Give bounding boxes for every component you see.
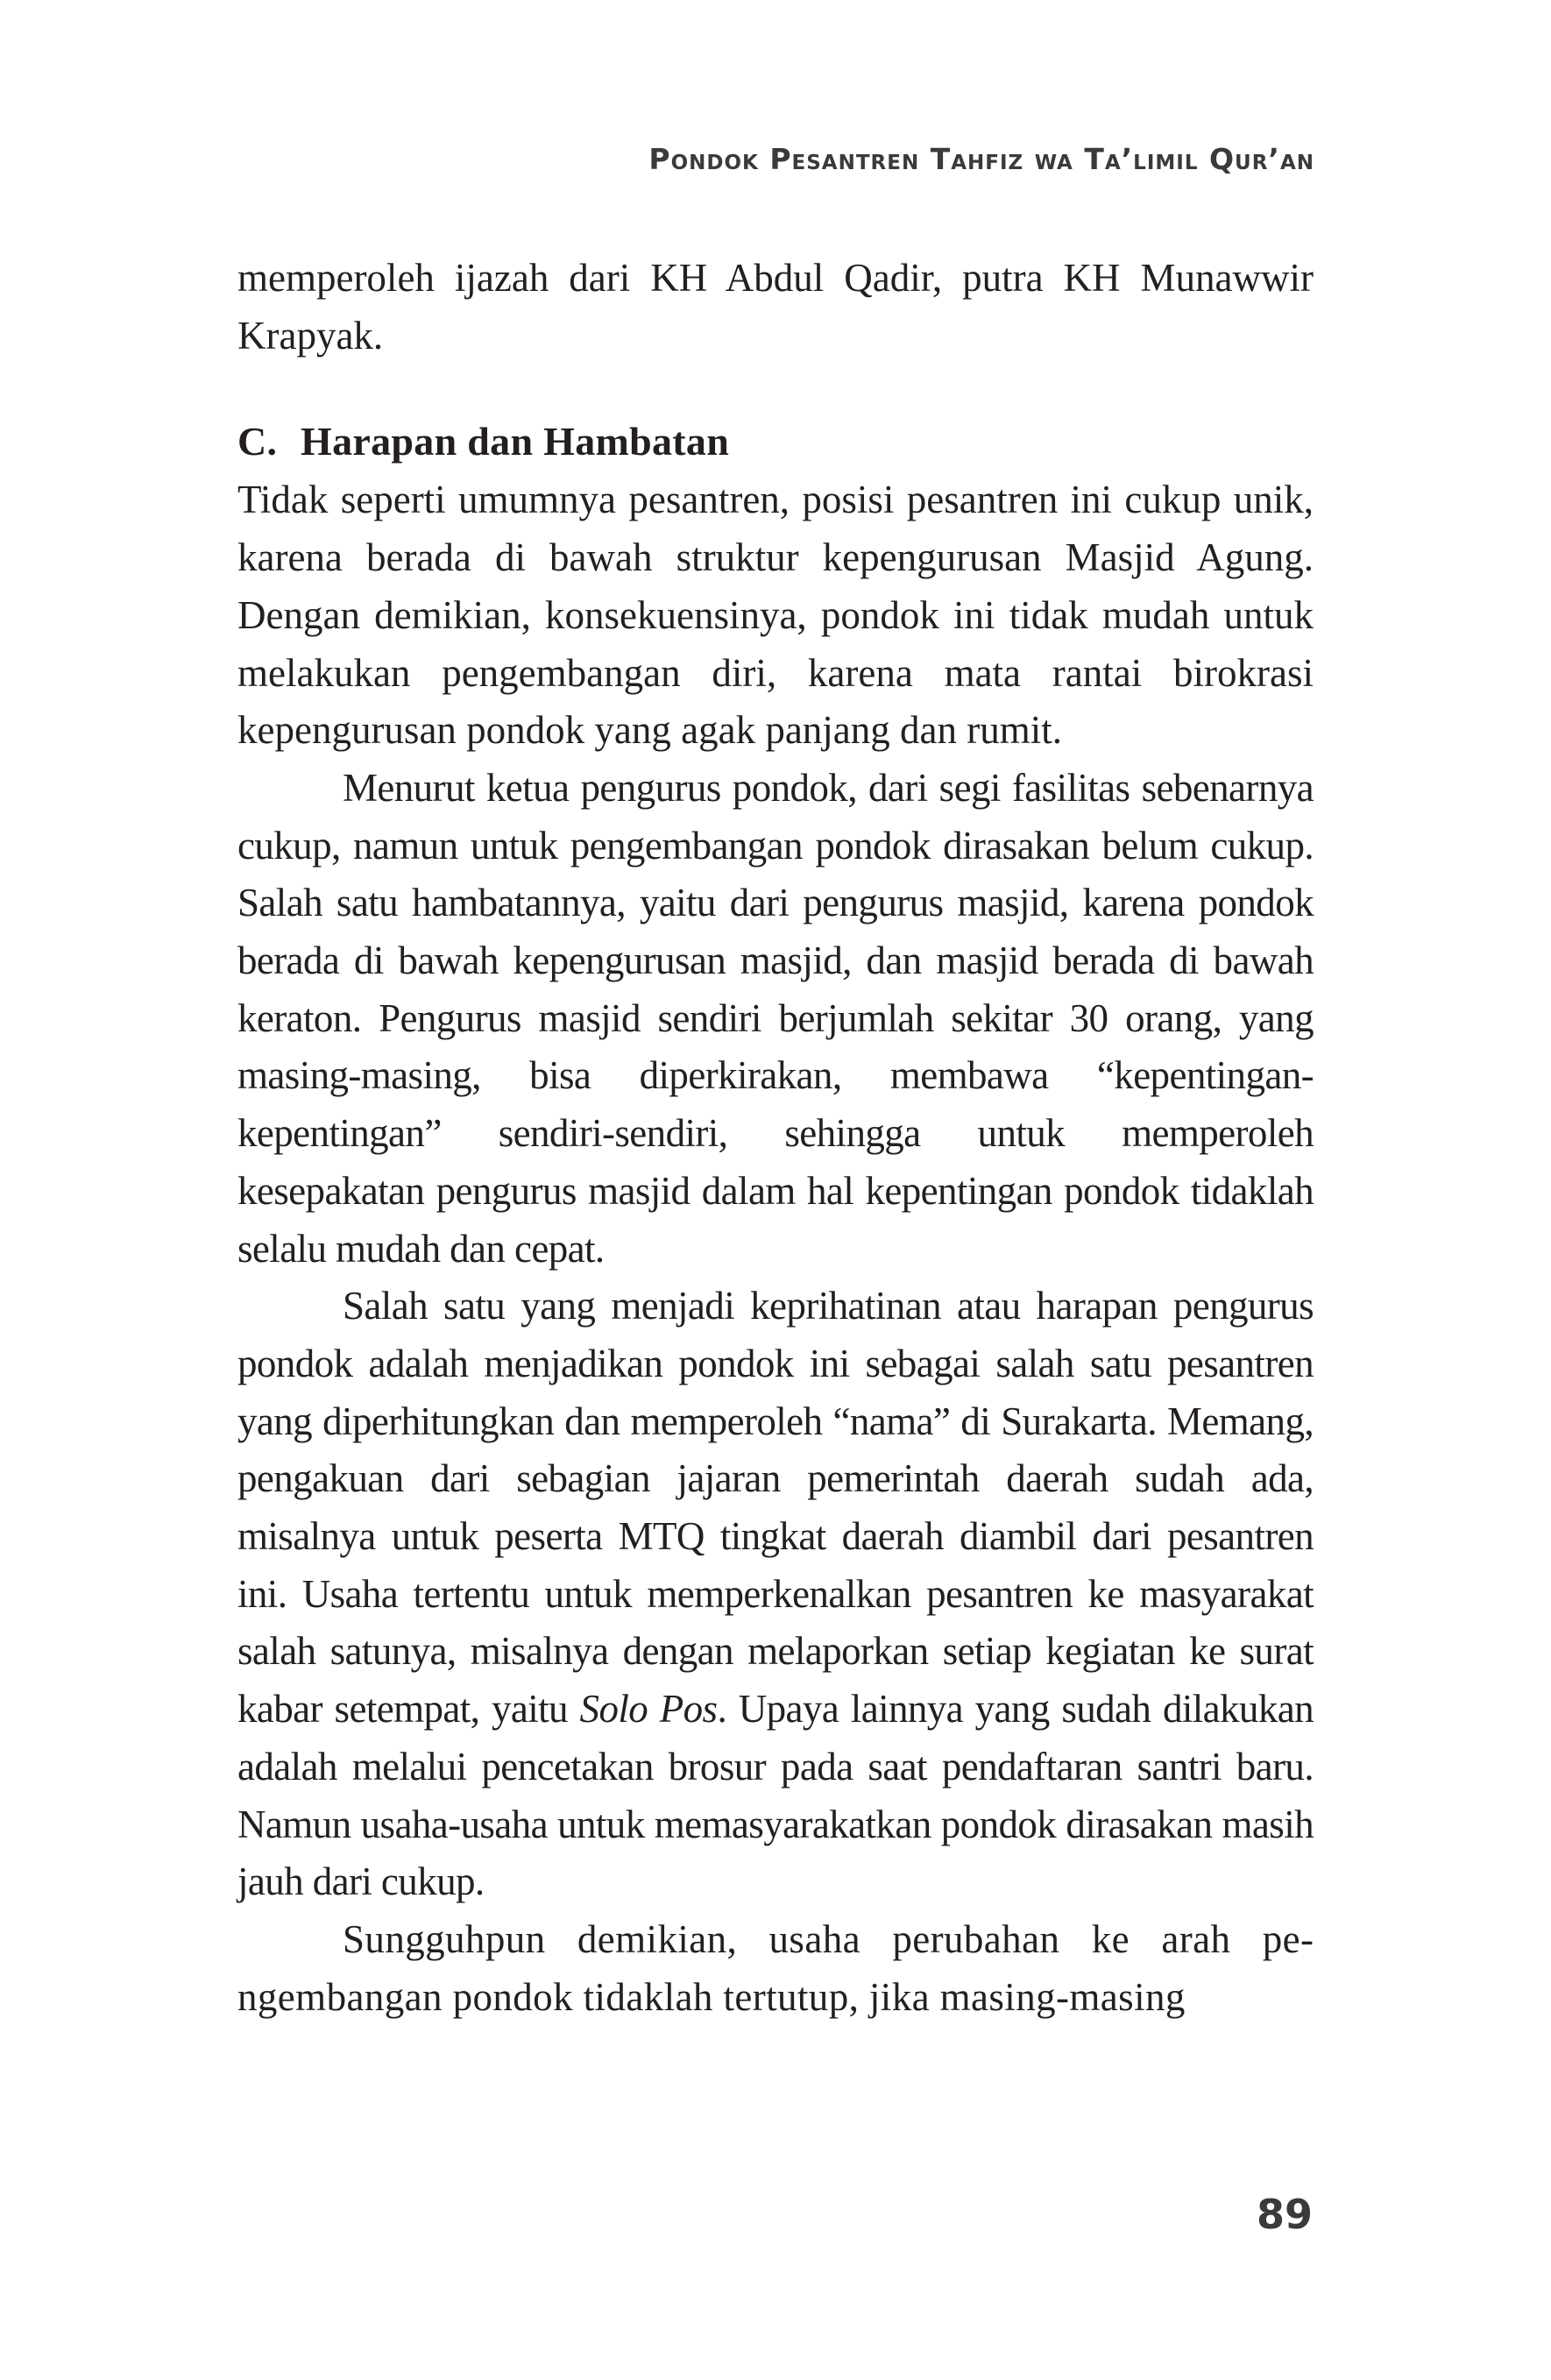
page-number: 89 bbox=[1256, 2191, 1313, 2238]
running-head: Pondok Pesantren Tahfiz wa Ta’limil Qur’an bbox=[648, 142, 1314, 176]
paragraph: Sungguhpun demikian, usaha perubahan ke arah pengembangan pondok tidaklah tertutup, jika masing-masing bbox=[237, 1916, 1314, 2019]
paragraph: Menurut ketua pengurus pondok, dari segi fasilitas sebenarnya cukup, namun untuk pengembangan pondok dirasakan belum cukup. Salah satu hambatannya, yaitu dari pengurus masjid, karena pondok berada di bawah kepengurusan masjid, dan masjid berada di bawah keraton. Pengurus masjid sendiri berjumlah sekitar 30 orang, yang masing-masing, bisa diperkirakan, membawa “kepentingan-kepentingan” sendiri-sendiri, sehingga untuk memperoleh kesepakatan pengurus masjid dalam hal kepentingan pondok tidaklah selalu mudah dan cepat. bbox=[237, 765, 1314, 1271]
paragraph: Tidak seperti umumnya pesantren, posisi pesantren ini cukup unik, karena berada di bawah struktur kepengurusan Masjid Agung. Dengan demikian, konsekuensinya, pondok ini tidak mudah untuk melakukan pengembangan diri, karena mata rantai birokrasi kepengurusan pondok yang agak panjang dan rumit. bbox=[237, 478, 1314, 753]
section-heading bbox=[237, 413, 1314, 470]
page-body bbox=[237, 250, 1314, 2026]
continuation-paragraph: memperoleh ijazah dari KH Abdul Qadir, putra KH Munawwir Krapyak. bbox=[237, 256, 1314, 358]
paragraph-text: Salah satu yang menjadi keprihatinan atau harapan pengurus pondok adalah menjadikan pondok ini sebagai salah satu pesantren yang diperhitungkan dan memperoleh “nama” di Surakarta. Memang, pengakuan dari sebagian jajaran pemerintah daerah sudah ada, misalnya untuk peserta MTQ tingkat daerah diambil dari pesantren ini. Usaha tertentu untuk memperkenalkan pesantren ke masyarakat salah satunya, misalnya dengan melaporkan setiap kegiatan ke surat kabar setempat, yaitu bbox=[237, 1284, 1314, 1732]
section-letter: C. bbox=[237, 419, 278, 464]
newspaper-name: Solo Pos bbox=[579, 1687, 718, 1732]
section-title: Harapan dan Hambatan bbox=[301, 419, 730, 464]
paragraph bbox=[237, 1278, 1314, 1911]
paragraph-text: . Upaya lainnya yang sudah dilakukan adalah melalui pencetakan brosur pada saat pendaftaran santri baru. Namun usaha-usaha untuk memasyarakatkan pondok dirasakan masih jauh dari cukup. bbox=[237, 1687, 1314, 1904]
